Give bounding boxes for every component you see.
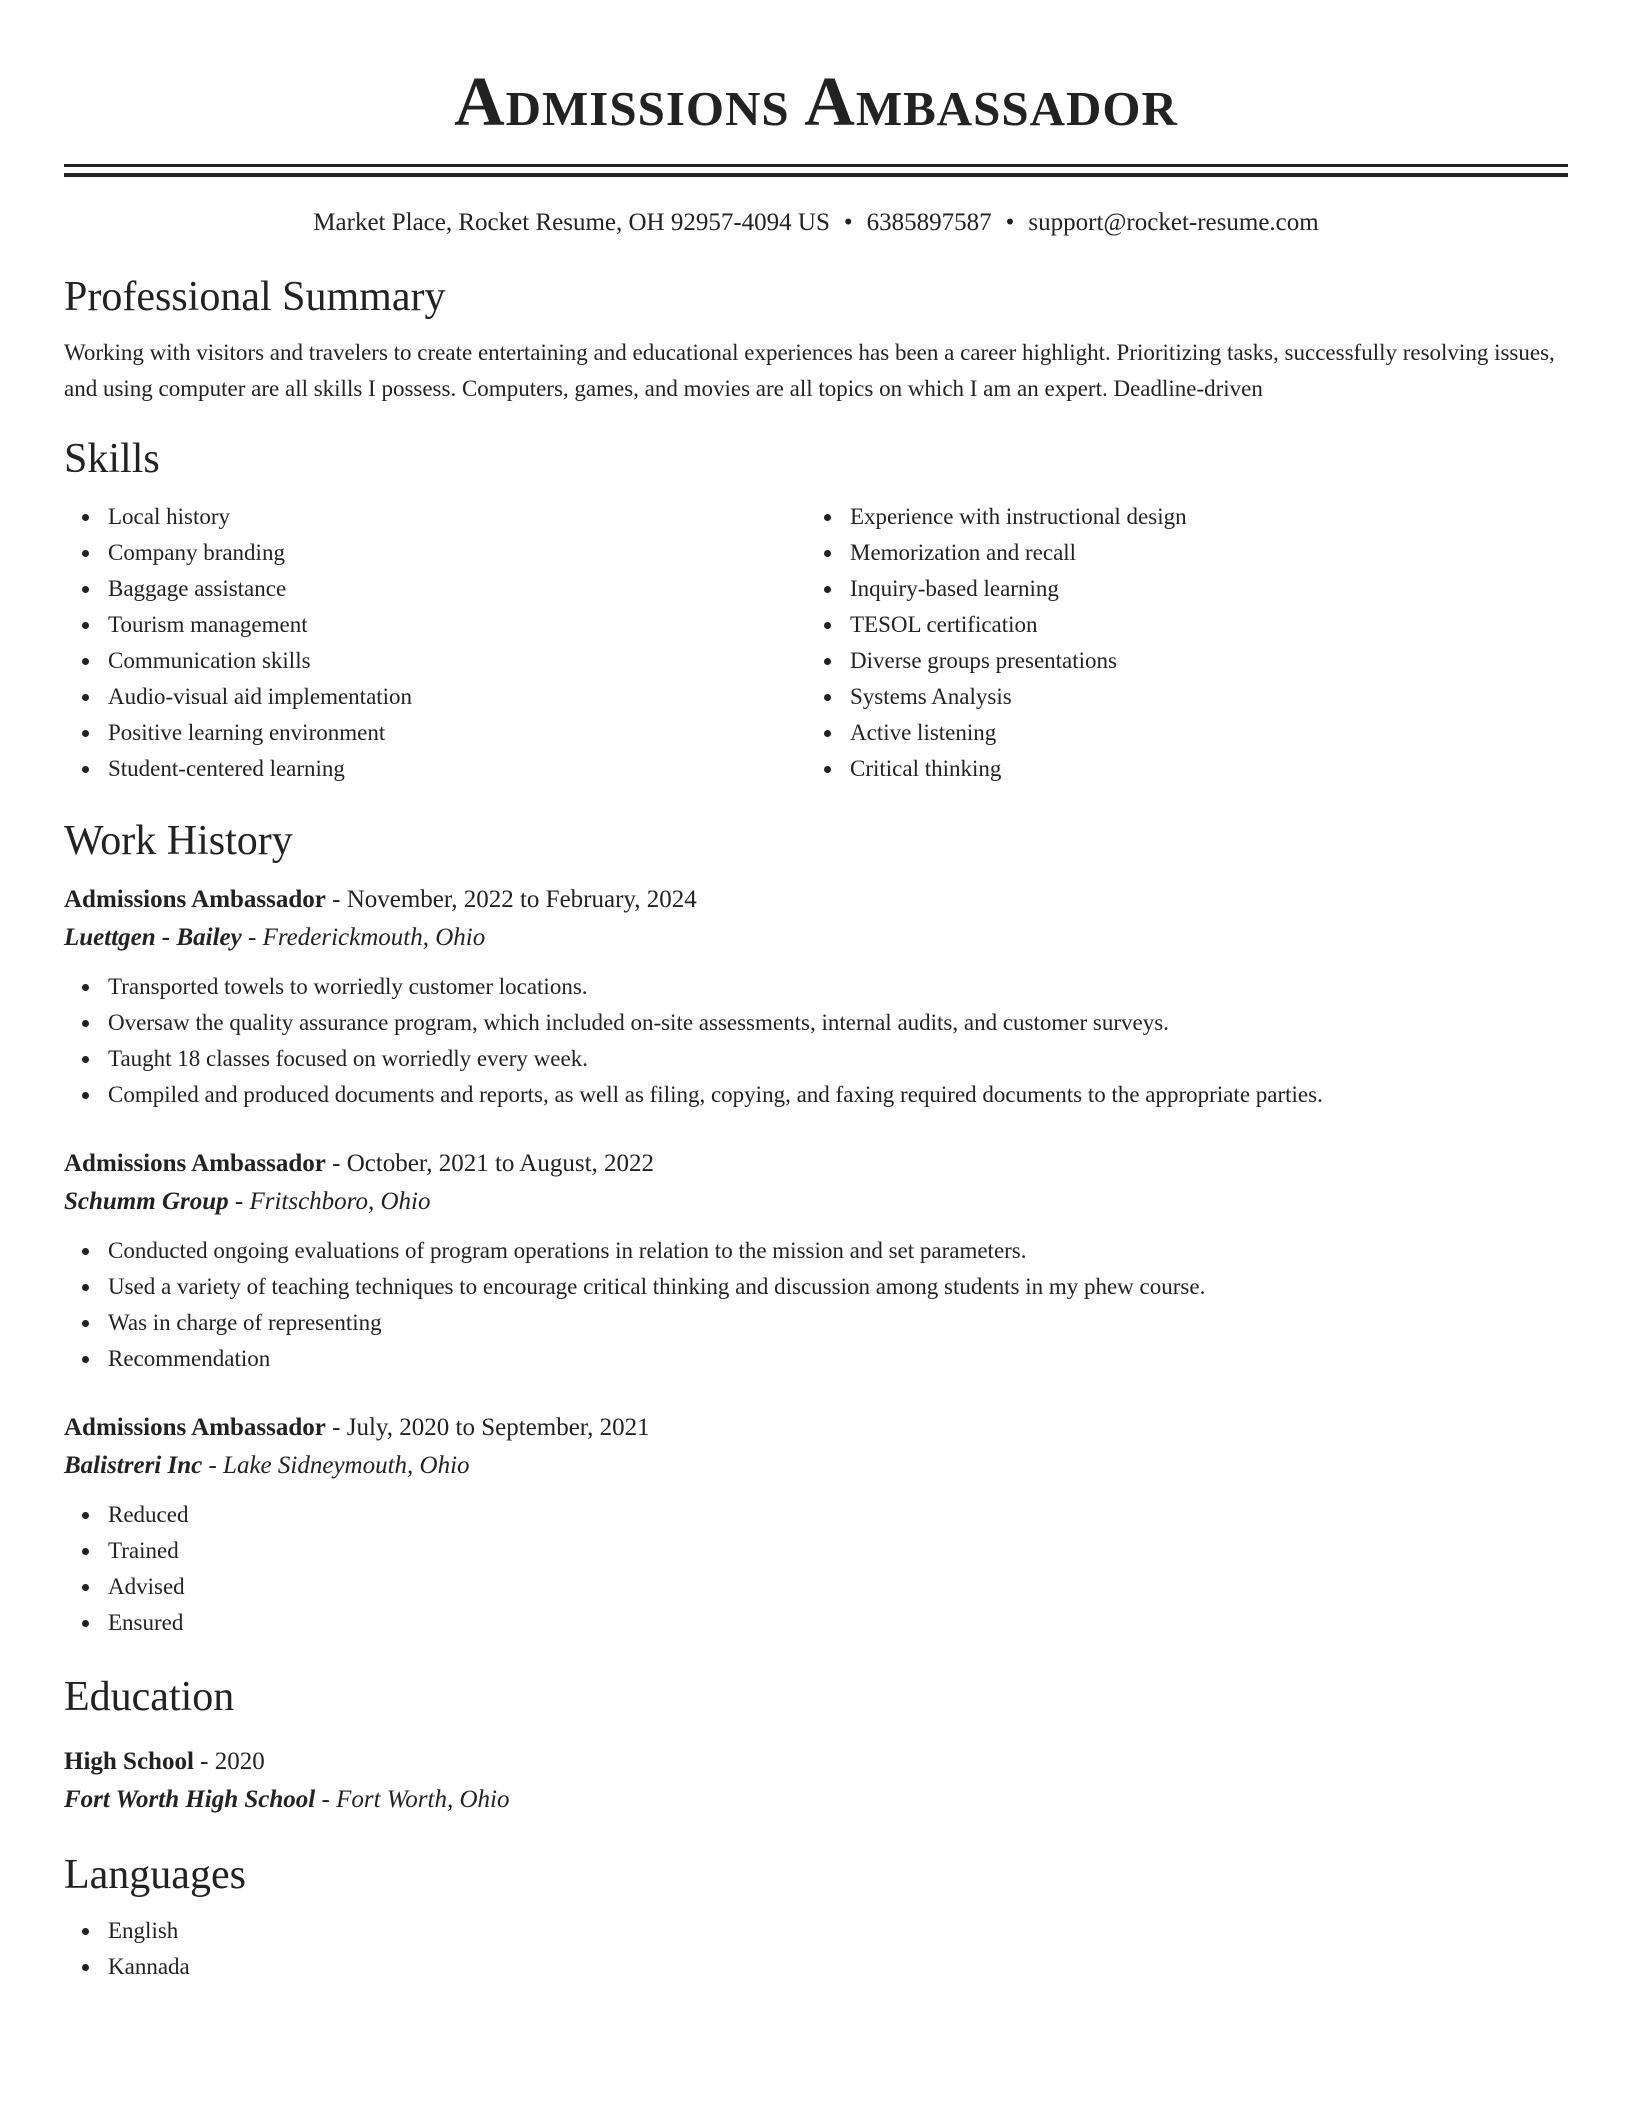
skills-section xyxy=(64,433,1568,787)
education-degree: High School xyxy=(64,1748,194,1775)
work-history-heading: Work History xyxy=(64,818,293,864)
job-bullet: Trained xyxy=(108,1533,1568,1569)
skill-item: Diverse groups presentations xyxy=(850,643,1548,679)
job-company-line xyxy=(64,1447,1568,1485)
job-bullet: Compiled and produced documents and reports, as well as filing, copying, and faxing required documents to the appropriate parties. xyxy=(108,1077,1568,1113)
job-company-line xyxy=(64,919,1568,957)
summary-heading: Professional Summary xyxy=(64,274,446,320)
job-dates: - November, 2022 to February, 2024 xyxy=(325,886,697,913)
skill-item: Baggage assistance xyxy=(108,571,806,607)
skills-grid xyxy=(64,499,1568,787)
skill-item: Positive learning environment xyxy=(108,715,806,751)
skill-item: Company branding xyxy=(108,535,806,571)
job-entry xyxy=(64,1145,1568,1377)
job-bullet: Ensured xyxy=(108,1605,1568,1641)
language-item: English xyxy=(108,1913,1568,1949)
education-section xyxy=(64,1671,1568,1819)
job-title: Admissions Ambassador xyxy=(64,1414,326,1441)
job-title: Admissions Ambassador xyxy=(64,886,326,913)
job-location: - Fritschboro, Ohio xyxy=(228,1188,431,1215)
job-bullet: Taught 18 classes focused on worriedly every week. xyxy=(108,1041,1568,1077)
contact-separator: • xyxy=(843,209,853,236)
job-dates: - October, 2021 to August, 2022 xyxy=(325,1150,655,1177)
job-bullet: Conducted ongoing evaluations of program operations in relation to the mission and set parameters. xyxy=(108,1233,1568,1269)
work-history-section xyxy=(64,815,1568,1641)
skills-column-right xyxy=(806,499,1548,787)
job-dates: - July, 2020 to September, 2021 xyxy=(325,1414,650,1441)
skills-column-left xyxy=(64,499,806,787)
resume-page xyxy=(64,0,1568,1985)
job-title-line xyxy=(64,1145,1568,1183)
job-company: Luettgen - Bailey xyxy=(64,924,242,951)
header-rule-bottom xyxy=(64,173,1568,177)
language-item: Kannada xyxy=(108,1949,1568,1985)
job-company-line xyxy=(64,1183,1568,1221)
job-location: - Frederickmouth, Ohio xyxy=(241,924,486,951)
job-title: Admissions Ambassador xyxy=(64,1150,326,1177)
education-year: - 2020 xyxy=(193,1748,265,1775)
job-title-line xyxy=(64,1409,1568,1447)
skill-item: Experience with instructional design xyxy=(850,499,1548,535)
summary-text: Working with visitors and travelers to create entertaining and educational experiences has been a career highlight. Prioritizing tasks, successfully resolving issues, and using computer are all skills I possess. Computers, games, and movies are all topics on which I am an expert. Deadline-driven xyxy=(64,340,1555,401)
job-entry xyxy=(64,1409,1568,1641)
education-location: - Fort Worth, Ohio xyxy=(315,1786,510,1813)
skill-item: Active listening xyxy=(850,715,1548,751)
education-entry xyxy=(64,1743,1568,1819)
skill-item: Student-centered learning xyxy=(108,751,806,787)
skill-item: Systems Analysis xyxy=(850,679,1548,715)
job-company: Balistreri Inc xyxy=(64,1452,203,1479)
contact-separator: • xyxy=(1005,209,1015,236)
education-school: Fort Worth High School xyxy=(64,1786,316,1813)
skill-item: Audio-visual aid implementation xyxy=(108,679,806,715)
resume-name: Admissions Ambassador xyxy=(454,64,1178,141)
contact-email: support@rocket-resume.com xyxy=(1028,209,1319,236)
summary-section xyxy=(64,271,1568,407)
contact-address: Market Place, Rocket Resume, OH 92957-4094 US xyxy=(313,209,830,236)
job-bullet: Oversaw the quality assurance program, which included on-site assessments, internal audits, and customer surveys. xyxy=(108,1005,1568,1041)
contact-line xyxy=(64,205,1568,241)
education-heading: Education xyxy=(64,1674,235,1720)
languages-heading: Languages xyxy=(64,1852,246,1898)
skill-item: TESOL certification xyxy=(850,607,1548,643)
job-bullet: Reduced xyxy=(108,1497,1568,1533)
job-bullet: Transported towels to worriedly customer locations. xyxy=(108,969,1568,1005)
job-location: - Lake Sidneymouth, Ohio xyxy=(202,1452,470,1479)
job-bullet: Advised xyxy=(108,1569,1568,1605)
job-title-line xyxy=(64,881,1568,919)
skill-item: Local history xyxy=(108,499,806,535)
education-degree-line xyxy=(64,1743,1568,1781)
skill-item: Critical thinking xyxy=(850,751,1548,787)
job-bullet: Used a variety of teaching techniques to encourage critical thinking and discussion among students in my phew course. xyxy=(108,1269,1568,1305)
skills-heading: Skills xyxy=(64,436,160,482)
job-entry xyxy=(64,881,1568,1113)
contact-phone: 6385897587 xyxy=(866,209,992,236)
skill-item: Tourism management xyxy=(108,607,806,643)
education-school-line xyxy=(64,1781,1568,1819)
skill-item: Inquiry-based learning xyxy=(850,571,1548,607)
job-bullet: Was in charge of representing xyxy=(108,1305,1568,1341)
job-bullet: Recommendation xyxy=(108,1341,1568,1377)
skill-item: Memorization and recall xyxy=(850,535,1548,571)
skill-item: Communication skills xyxy=(108,643,806,679)
job-company: Schumm Group xyxy=(64,1188,229,1215)
header-rule-top xyxy=(64,164,1568,167)
languages-section xyxy=(64,1849,1568,1985)
